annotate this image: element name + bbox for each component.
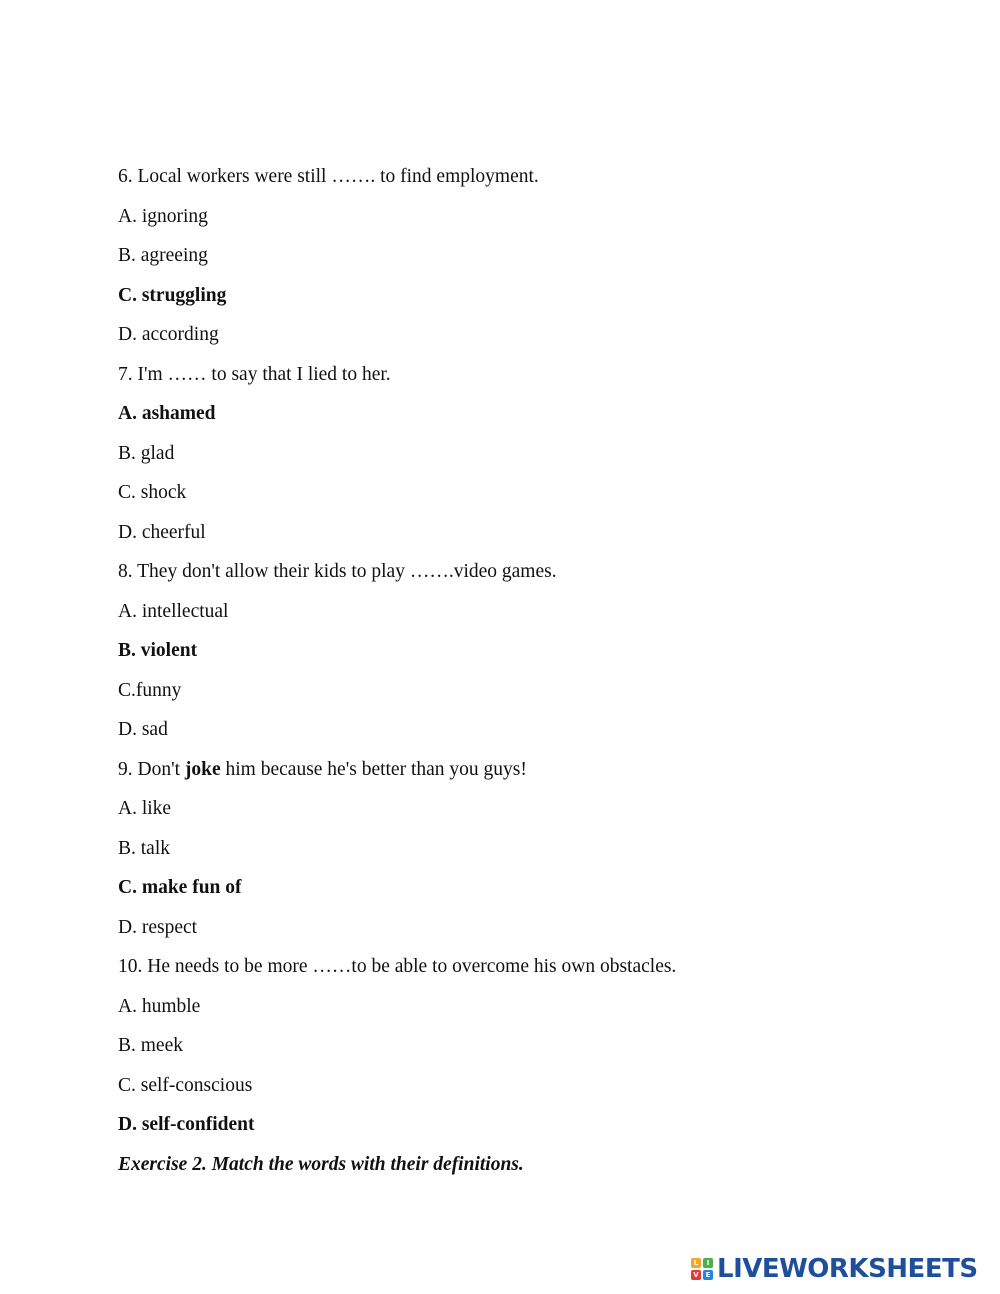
question-7-option-a-answer: A. ashamed bbox=[118, 403, 216, 424]
question-10-option-c: C. self-conscious bbox=[118, 1074, 253, 1096]
question-9-option-b: B. talk bbox=[118, 837, 170, 859]
question-10-option-b: B. meek bbox=[118, 1035, 183, 1056]
question-10-stem: 10. He needs to be more ……to be able to overcome his own obstacles. bbox=[118, 956, 677, 977]
question-8-option-a: A. intellectual bbox=[118, 600, 229, 622]
question-6-option-a: A. ignoring bbox=[118, 205, 208, 227]
question-8-option-b-answer: B. violent bbox=[118, 640, 198, 661]
logo-mark-icon bbox=[691, 1258, 713, 1280]
liveworksheets-logo bbox=[691, 1253, 978, 1285]
question-6-stem: 6. Local workers were still ……. to find employment. bbox=[118, 166, 539, 187]
question-7-option-b: B. glad bbox=[118, 442, 175, 464]
question-9-option-c-answer: C. make fun of bbox=[118, 877, 242, 898]
logo-mark-v: V bbox=[691, 1270, 701, 1280]
question-6-option-b: B. agreeing bbox=[118, 245, 208, 266]
question-10-option-d-answer: D. self-confident bbox=[118, 1114, 255, 1135]
question-6-option-c-answer: C. struggling bbox=[118, 284, 227, 306]
exercise-2-heading: Exercise 2. Match the words with their definitions. bbox=[118, 1153, 524, 1175]
question-9-option-d: D. respect bbox=[118, 916, 198, 938]
question-7-stem: 7. I'm …… to say that I lied to her. bbox=[118, 363, 391, 385]
question-7-option-d: D. cheerful bbox=[118, 521, 206, 543]
question-9-keyword: joke bbox=[184, 758, 221, 780]
question-7-option-c: C. shock bbox=[118, 482, 187, 503]
logo-mark-i: I bbox=[703, 1258, 713, 1268]
worksheet-page bbox=[118, 157, 958, 1184]
question-6-option-d: D. according bbox=[118, 324, 219, 345]
question-9-option-a: A. like bbox=[118, 798, 172, 819]
question-9-stem-end: him because he's better than you guys! bbox=[220, 758, 527, 780]
logo-mark-e: E bbox=[703, 1270, 713, 1280]
question-8-stem: 8. They don't allow their kids to play …….video games. bbox=[118, 561, 557, 582]
question-9-stem bbox=[118, 750, 958, 790]
logo-text: LIVEWORKSHEETS bbox=[717, 1254, 978, 1284]
question-8-option-d: D. sad bbox=[118, 719, 168, 740]
question-8-option-c: C.funny bbox=[118, 679, 182, 701]
logo-mark-l: L bbox=[691, 1258, 701, 1268]
question-9-stem-start: 9. Don't bbox=[118, 758, 185, 780]
question-10-option-a: A. humble bbox=[118, 995, 201, 1017]
